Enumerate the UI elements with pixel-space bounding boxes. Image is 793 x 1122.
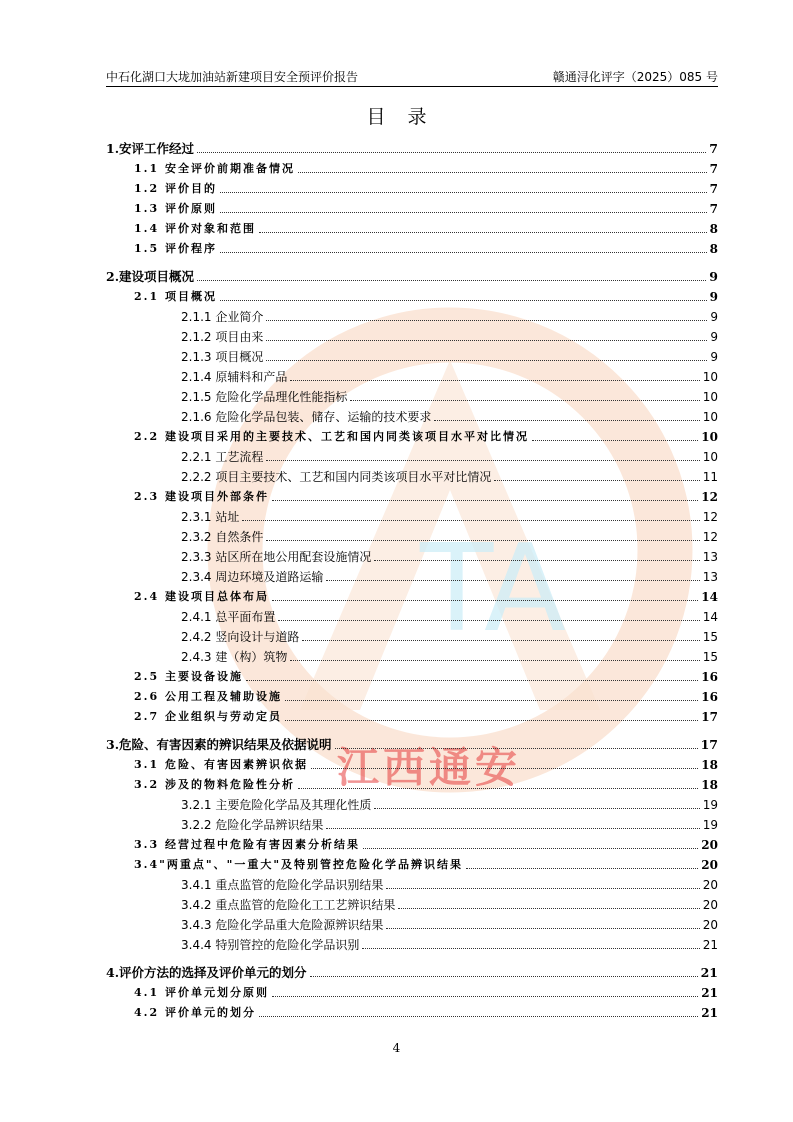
toc-leader-dots: [532, 440, 698, 441]
toc-entry-label: 3.3 经营过程中危险有害因素分析结果: [134, 838, 360, 851]
toc-entry[interactable]: [106, 644, 718, 664]
toc-entry-page: 20: [702, 898, 718, 912]
toc-leader-dots: [311, 768, 698, 769]
toc-entry[interactable]: [106, 364, 718, 384]
toc-entry[interactable]: [106, 324, 718, 344]
toc-entry[interactable]: [106, 932, 718, 952]
toc-entry-label: 3.2 涉及的物料危险性分析: [134, 778, 295, 791]
toc-leader-dots: [310, 976, 698, 977]
toc-leader-dots: [266, 340, 707, 341]
toc-entry-label: 1.安评工作经过: [106, 141, 195, 156]
toc-entry-page: 7: [709, 141, 718, 156]
toc-leader-dots: [290, 660, 699, 661]
toc-leader-dots: [278, 620, 699, 621]
toc-entry-page: 14: [701, 590, 718, 604]
toc-leader-dots: [242, 520, 699, 521]
toc-leader-dots: [220, 212, 707, 213]
toc-leader-dots: [326, 580, 699, 581]
toc-leader-dots: [220, 252, 707, 253]
toc-entry-label: 1.2 评价目的: [134, 182, 217, 195]
toc-entry[interactable]: [106, 264, 718, 284]
toc-entry-label: 4.1 评价单元划分原则: [134, 986, 269, 999]
toc-entry-label: 3.2.2 危险化学品辨识结果: [181, 818, 324, 832]
page-header: [106, 66, 718, 87]
toc-entry-label: 3.危险、有害因素的辨识结果及依据说明: [106, 737, 332, 752]
toc-entry[interactable]: [106, 792, 718, 812]
toc-entry-page: 8: [709, 222, 718, 236]
toc-title: 目录: [366, 106, 449, 128]
toc-entry-page: 17: [701, 710, 718, 724]
toc-entry-label: 2.2 建设项目采用的主要技术、工艺和国内同类该项目水平对比情况: [134, 430, 529, 443]
toc-entry-label: 2.1 项目概况: [134, 290, 217, 303]
toc-entry[interactable]: [106, 484, 718, 504]
toc-entry[interactable]: [106, 872, 718, 892]
toc-entry-page: 21: [700, 965, 718, 980]
toc-leader-dots: [246, 680, 698, 681]
toc-leader-dots: [197, 280, 706, 281]
toc-entry-label: 4.2 评价单元的划分: [134, 1006, 256, 1019]
toc-entry-label: 2.4.1 总平面布置: [181, 610, 276, 624]
toc-entry-page: 19: [702, 798, 718, 812]
toc-entry-page: 13: [702, 570, 718, 584]
toc-entry[interactable]: [106, 812, 718, 832]
toc-leader-dots: [434, 420, 699, 421]
toc-entry-label: 2.2.1 工艺流程: [181, 450, 264, 464]
toc-entry[interactable]: [106, 544, 718, 564]
toc-entry-page: 12: [702, 510, 718, 524]
toc-leader-dots: [272, 500, 698, 501]
toc-entry-label: 2.3.2 自然条件: [181, 530, 264, 544]
toc-entry[interactable]: [106, 980, 718, 1000]
toc-entry[interactable]: [106, 684, 718, 704]
watermark-stamp: 江西通安: [337, 743, 522, 792]
toc-entry[interactable]: [106, 344, 718, 364]
toc-entry-page: 9: [710, 350, 718, 364]
toc-entry-page: 18: [701, 758, 718, 772]
toc-entry[interactable]: [106, 752, 718, 772]
page-number: 4: [392, 1041, 401, 1055]
toc-entry-label: 2.1.5 危险化学品理化性能指标: [181, 390, 348, 404]
toc-leader-dots: [350, 400, 699, 401]
toc-entry-label: 1.4 评价对象和范围: [134, 222, 256, 235]
toc-entry[interactable]: [106, 584, 718, 604]
toc-entry-page: 10: [702, 410, 718, 424]
toc-entry[interactable]: [106, 384, 718, 404]
toc-entry-page: 9: [710, 310, 718, 324]
toc-leader-dots: [259, 1016, 698, 1017]
toc-entry[interactable]: [106, 464, 718, 484]
toc-leader-dots: [326, 828, 699, 829]
toc-entry-page: 16: [701, 670, 718, 684]
toc-leader-dots: [220, 300, 707, 301]
toc-entry-page: 21: [701, 1006, 718, 1020]
toc-leader-dots: [363, 848, 698, 849]
toc-entry-label: 1.5 评价程序: [134, 242, 217, 255]
toc-entry[interactable]: [106, 564, 718, 584]
report-title: 中石化湖口大垅加油站新建项目安全预评价报告: [106, 70, 359, 84]
toc-entry[interactable]: [106, 852, 718, 872]
report-number: 赣通浔化评字（2025）085 号: [552, 70, 718, 84]
toc-leader-dots: [266, 320, 707, 321]
toc-leader-dots: [285, 700, 698, 701]
toc-entry-label: 2.1.3 项目概况: [181, 350, 264, 364]
toc-entry[interactable]: [106, 624, 718, 644]
toc-entry[interactable]: [106, 284, 718, 304]
toc-leader-dots: [285, 720, 698, 721]
toc-entry[interactable]: [106, 1000, 718, 1020]
toc-entry-label: 3.4.2 重点监管的危险化工工艺辨识结果: [181, 898, 396, 912]
toc-entry[interactable]: [106, 892, 718, 912]
toc-entry-page: 18: [701, 778, 718, 792]
toc-leader-dots: [272, 996, 698, 997]
toc-entry[interactable]: [106, 236, 718, 256]
toc-entry-page: 12: [702, 530, 718, 544]
toc-entry[interactable]: [106, 772, 718, 792]
toc-entry[interactable]: [106, 604, 718, 624]
toc-entry-label: 3.4"两重点"、"一重大"及特别管控危险化学品辨识结果: [134, 858, 464, 871]
toc-entry-page: 15: [702, 650, 718, 664]
toc-entry-page: 7: [709, 162, 718, 176]
toc-entry-page: 20: [701, 858, 718, 872]
toc-entry-page: 21: [701, 986, 718, 1000]
toc-entry-page: 13: [702, 550, 718, 564]
toc-entry-page: 11: [702, 470, 718, 484]
toc-entry-page: 20: [701, 838, 718, 852]
toc-entry[interactable]: [106, 832, 718, 852]
toc-entry-page: 8: [709, 242, 718, 256]
toc-entry-label: 3.4.3 危险化学品重大危险源辨识结果: [181, 918, 384, 932]
toc-entry-label: 2.3 建设项目外部条件: [134, 490, 269, 503]
toc-entry[interactable]: [106, 504, 718, 524]
watermark-letters: TA: [420, 520, 567, 659]
toc-entry-page: 9: [710, 330, 718, 344]
toc-entry-label: 4.评价方法的选择及评价单元的划分: [106, 965, 307, 980]
toc-entry[interactable]: [106, 704, 718, 724]
toc-entry[interactable]: [106, 404, 718, 424]
toc-entry[interactable]: [106, 216, 718, 236]
toc-entry-page: 10: [702, 450, 718, 464]
toc-entry-label: 2.1.4 原辅料和产品: [181, 370, 288, 384]
toc-leader-dots: [374, 560, 699, 561]
toc-entry[interactable]: [106, 912, 718, 932]
toc-entry-label: 1.1 安全评价前期准备情况: [134, 162, 295, 175]
toc-leader-dots: [298, 172, 707, 173]
toc-entry-label: 2.4.2 竖向设计与道路: [181, 630, 300, 644]
toc-entry-page: 20: [702, 878, 718, 892]
toc-entry-label: 2.2.2 项目主要技术、工艺和国内同类该项目水平对比情况: [181, 470, 492, 484]
toc-leader-dots: [494, 480, 699, 481]
toc-leader-dots: [302, 640, 699, 641]
toc-entry-label: 2.1.6 危险化学品包装、储存、运输的技术要求: [181, 410, 432, 424]
toc-entry[interactable]: [106, 732, 718, 752]
toc-leader-dots: [466, 868, 698, 869]
toc-leader-dots: [298, 788, 698, 789]
toc-entry-page: 10: [702, 390, 718, 404]
toc-entry-page: 7: [709, 182, 718, 196]
toc-entry-page: 20: [702, 918, 718, 932]
toc-entry[interactable]: [106, 424, 718, 444]
toc-leader-dots: [197, 152, 706, 153]
toc-entry[interactable]: [106, 156, 718, 176]
toc-entry-label: 2.4 建设项目总体布局: [134, 590, 269, 603]
toc-entry[interactable]: [106, 196, 718, 216]
toc-entry-label: 2.7 企业组织与劳动定员: [134, 710, 282, 723]
toc-entry-label: 2.3.3 站区所在地公用配套设施情况: [181, 550, 372, 564]
toc-entry[interactable]: [106, 136, 718, 156]
toc-leader-dots: [266, 360, 707, 361]
toc-leader-dots: [266, 540, 699, 541]
toc-entry[interactable]: [106, 176, 718, 196]
toc-leader-dots: [335, 748, 698, 749]
toc-entry-page: 10: [702, 370, 718, 384]
toc-entry-label: 2.5 主要设备设施: [134, 670, 243, 683]
toc-entry-page: 12: [701, 490, 718, 504]
toc-entry-page: 7: [709, 202, 718, 216]
toc-entry-label: 2.3.4 周边环境及道路运输: [181, 570, 324, 584]
toc-entry[interactable]: [106, 524, 718, 544]
toc-entry-label: 2.6 公用工程及辅助设施: [134, 690, 282, 703]
toc-entry-label: 2.1.2 项目由来: [181, 330, 264, 344]
toc-entry-label: 3.1 危险、有害因素辨识依据: [134, 758, 308, 771]
toc-leader-dots: [272, 600, 698, 601]
toc-leader-dots: [398, 908, 699, 909]
toc-leader-dots: [386, 928, 699, 929]
toc-leader-dots: [362, 948, 699, 949]
toc-entry[interactable]: [106, 664, 718, 684]
toc-entry-page: 14: [702, 610, 718, 624]
toc-entry[interactable]: [106, 444, 718, 464]
toc-entry-page: 17: [700, 737, 718, 752]
toc-entry-label: 2.1.1 企业简介: [181, 310, 264, 324]
toc-entry-label: 2.建设项目概况: [106, 269, 195, 284]
toc-entry-page: 9: [709, 290, 718, 304]
toc-leader-dots: [374, 808, 699, 809]
toc-entry[interactable]: [106, 960, 718, 980]
toc-entry-page: 19: [702, 818, 718, 832]
toc-leader-dots: [386, 888, 699, 889]
toc-entry-page: 21: [702, 938, 718, 952]
toc-entry[interactable]: [106, 304, 718, 324]
toc-entry-label: 2.3.1 站址: [181, 510, 240, 524]
toc-leader-dots: [266, 460, 699, 461]
toc-entry-label: 3.4.4 特别管控的危险化学品识别: [181, 938, 360, 952]
toc-entry-page: 10: [701, 430, 718, 444]
toc-entry-label: 3.4.1 重点监管的危险化学品识别结果: [181, 878, 384, 892]
toc-entry-page: 9: [709, 269, 718, 284]
toc-entry-label: 3.2.1 主要危险化学品及其理化性质: [181, 798, 372, 812]
toc-leader-dots: [259, 232, 707, 233]
toc-leader-dots: [220, 192, 707, 193]
toc-entry-page: 15: [702, 630, 718, 644]
toc-entry-page: 16: [701, 690, 718, 704]
toc-entry-label: 1.3 评价原则: [134, 202, 217, 215]
toc-entry-label: 2.4.3 建（构）筑物: [181, 650, 288, 664]
toc-leader-dots: [290, 380, 699, 381]
